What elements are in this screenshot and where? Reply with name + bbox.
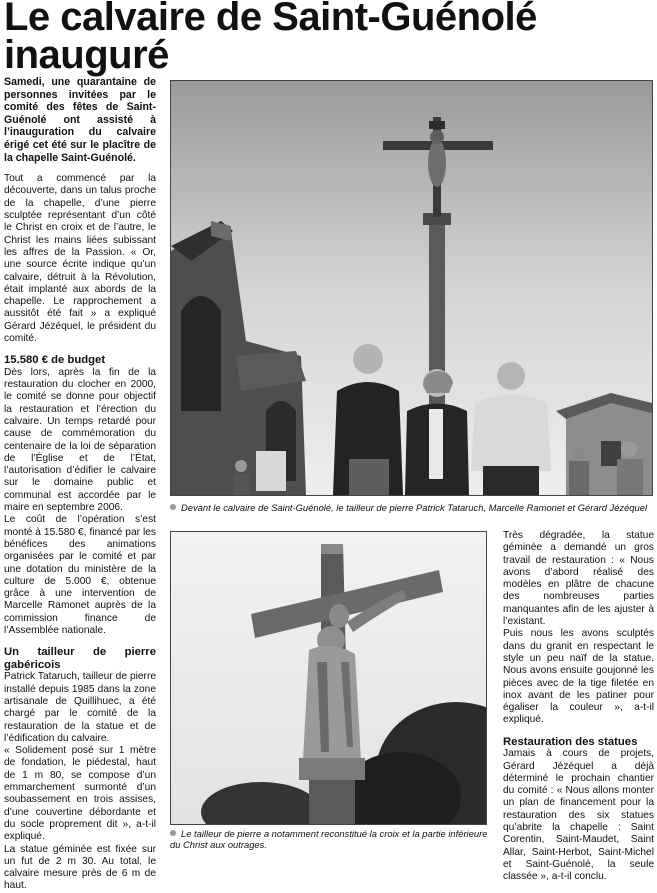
paragraph: « Solidement posé sur 1 mètre de fondation, le piédestal, haut de 1 m 80, se compose d’un emmarchement surmonté d’un soubassement en trois assises, d’une couvertine débordante et du socle proprement dit », a-t-il expliqué. — [4, 745, 156, 843]
photo-cross-closeup — [170, 531, 487, 825]
column-3 — [503, 530, 654, 884]
subheading-tailleur: Un tailleur de pierre gabéricois — [4, 646, 156, 671]
photo-calvaire-group-image — [171, 81, 652, 495]
paragraph: Patrick Tataruch, tailleur de pierre installé depuis 1985 dans la zone artisanale de Quillihuec, a été chargé par le comité de la restauration de la statue et de l’édification du calvaire. — [4, 671, 156, 744]
lead-paragraph: Samedi, une quarantaine de personnes invitées par le comité des fêtes de Saint-Guénolé ont assisté à l’inauguration du calvaire érigé cet été sur le placître de la chapelle Saint-Guénolé. — [4, 76, 156, 164]
caption-photo-2: Le tailleur de pierre a notamment reconstitué la croix et la partie inférieure du Christ aux outrages. — [170, 828, 488, 850]
paragraph: Le coût de l’opération s’est monté à 15.580 €, financé par les bénéfices des animations organisées par le comité et par une dotation du ministère de la culture de 5.000 €, obtenue grâce à une intervention de Marcelle Ramonet auprès de la commission finance de l’Assemblée nationale. — [4, 514, 156, 637]
headline: Le calvaire de Saint-Guénolé inauguré — [4, 0, 537, 77]
paragraph: Tout a commencé par la découverte, dans un talus proche de la chapelle, d’une pierre sculptée représentant d’un côté le Christ en croix et de l’autre, le Christ les mains liées subissant les affres de la Passion. « Or, une source écrite indique qu’un calvaire, détruit à la Révolution, était implanté aux abords de la chapelle. Le rapprochement a aussitôt été fait » a expliqué Gérard Jézéquel, le président du comité. — [4, 173, 156, 345]
paragraph: La statue géminée est fixée sur un fut de 2 m 30. Au total, le calvaire mesure près de 6 m de haut. — [4, 843, 156, 892]
photo-calvaire-group — [170, 80, 653, 496]
paragraph: Dès lors, après la fin de la restauration du clocher en 2000, le comité se donne pour objectif la restauration et l’érection du calvaire. Un temps retardé pour cause de commémoration du centenaire de la loi de séparation de l’Église et de l’État, l’autorisation d’édifier le calvaire sur le domaine public et communal est accordée par le maire en septembre 2006. — [4, 366, 156, 514]
bullet-icon — [170, 830, 176, 836]
caption-photo-1: Devant le calvaire de Saint-Guénolé, le tailleur de pierre Patrick Tataruch, Marcelle Ramonet et Gérard Jézéquel — [170, 502, 657, 513]
photo-cross-closeup-image — [171, 532, 486, 824]
paragraph: Jamais à cours de projets, Gérard Jézéquel a déjà déterminé le prochain chantier du comité : « Nous allons monter un plan de financement pour la restauration des six statues qu’abrite la chapelle : Saint Corentin, Saint-Maudet, Saint Allar, Saint-Herbot, Saint-Michel et Saint-Guénolé, la seule classée », a-t-il conclu. — [503, 748, 654, 883]
subheading-budget: 15.580 € de budget — [4, 354, 106, 367]
column-1 — [4, 76, 156, 893]
paragraph: Très dégradée, la statue géminée a demandé un gros travail de restauration : « Nous avons d’abord réalisé des modèles en plâtre de chacune des nombreuses parties manquantes afin de les ajuster à l’existant. — [503, 530, 654, 628]
subheading-restauration: Restauration des statues — [503, 735, 638, 748]
paragraph: Puis nous les avons sculptés dans du granit en respectant le style un peu naïf de la statue. Nous avons ensuite goujonné les pièces avec de la tige filetée en inox avant de les patiner pour égaliser la couleur », a-t-il expliqué. — [503, 628, 654, 726]
bullet-icon — [170, 504, 176, 510]
